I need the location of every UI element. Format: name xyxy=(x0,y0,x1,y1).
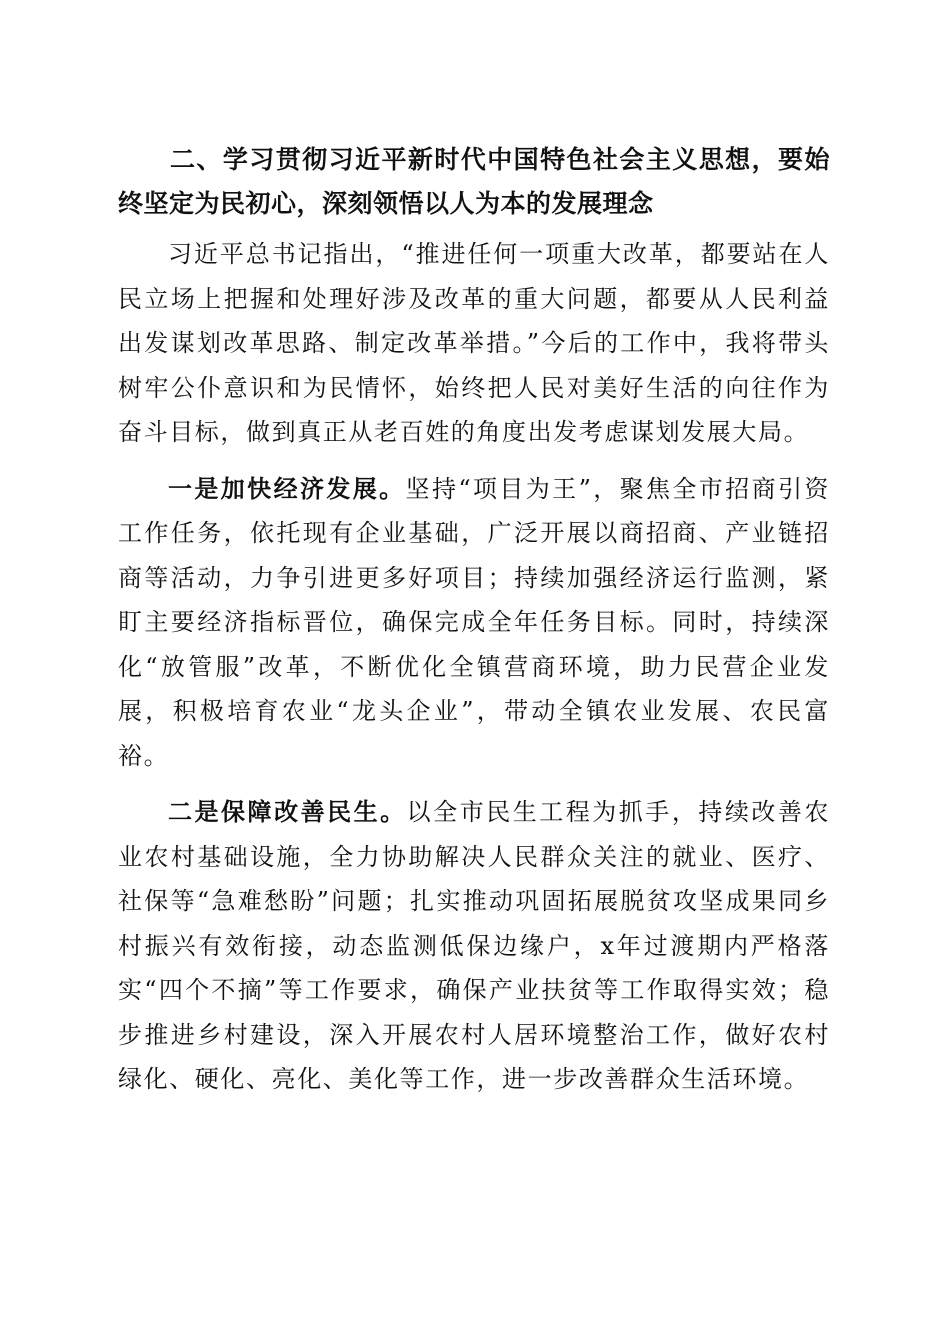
paragraph-livelihood xyxy=(118,790,830,1102)
paragraph-economy-text: 坚持“项目为王”，聚焦全市招商引资工作任务，依托现有企业基础，广泛开展以商招商、产业链招商等活动，力争引进更多好项目；持续加强经济运行监测，紧盯主要经济指标晋位，确保完成全年任务目标。同时，持续深化“放管服”改革，不断优化全镇营商环境，助力民营企业发展，积极培育农业“龙头企业”，带动全镇农业发展、农民富裕。 xyxy=(118,474,830,770)
paragraph-economy-lead: 一是加快经济发展。 xyxy=(168,473,406,503)
document-body xyxy=(118,138,830,1114)
paragraph-livelihood-text: 以全市民生工程为抓手，持续改善农业农村基础设施，全力协助解决人民群众关注的就业、医疗、社保等“急难愁盼”问题；扎实推动巩固拓展脱贫攻坚成果同乡村振兴有效衔接，动态监测低保边缘户，x年过渡期内严格落实“四个不摘”等工作要求，确保产业扶贫等工作取得实效；稳步推进乡村建设，深入开展农村人居环境整治工作，做好农村绿化、硬化、亮化、美化等工作，进一步改善群众生活环境。 xyxy=(118,798,830,1093)
paragraph-intro xyxy=(118,232,830,455)
section-heading: 二、学习贯彻习近平新时代中国特色社会主义思想，要始终坚定为民初心，深刻领悟以人为本的发展理念 xyxy=(118,145,830,218)
paragraph-intro-text: 习近平总书记指出，“推进任何一项重大改革，都要站在人民立场上把握和处理好涉及改革的重大问题，都要从人民利益出发谋划改革思路、制定改革举措。”今后的工作中，我将带头树牢公仆意识和为民情怀，始终把人民对美好生活的向往作为奋斗目标，做到真正从老百姓的角度出发考虑谋划发展大局。 xyxy=(118,240,830,446)
paragraph-economy xyxy=(118,467,830,779)
paragraph-livelihood-lead: 二是保障改善民生。 xyxy=(168,797,407,826)
